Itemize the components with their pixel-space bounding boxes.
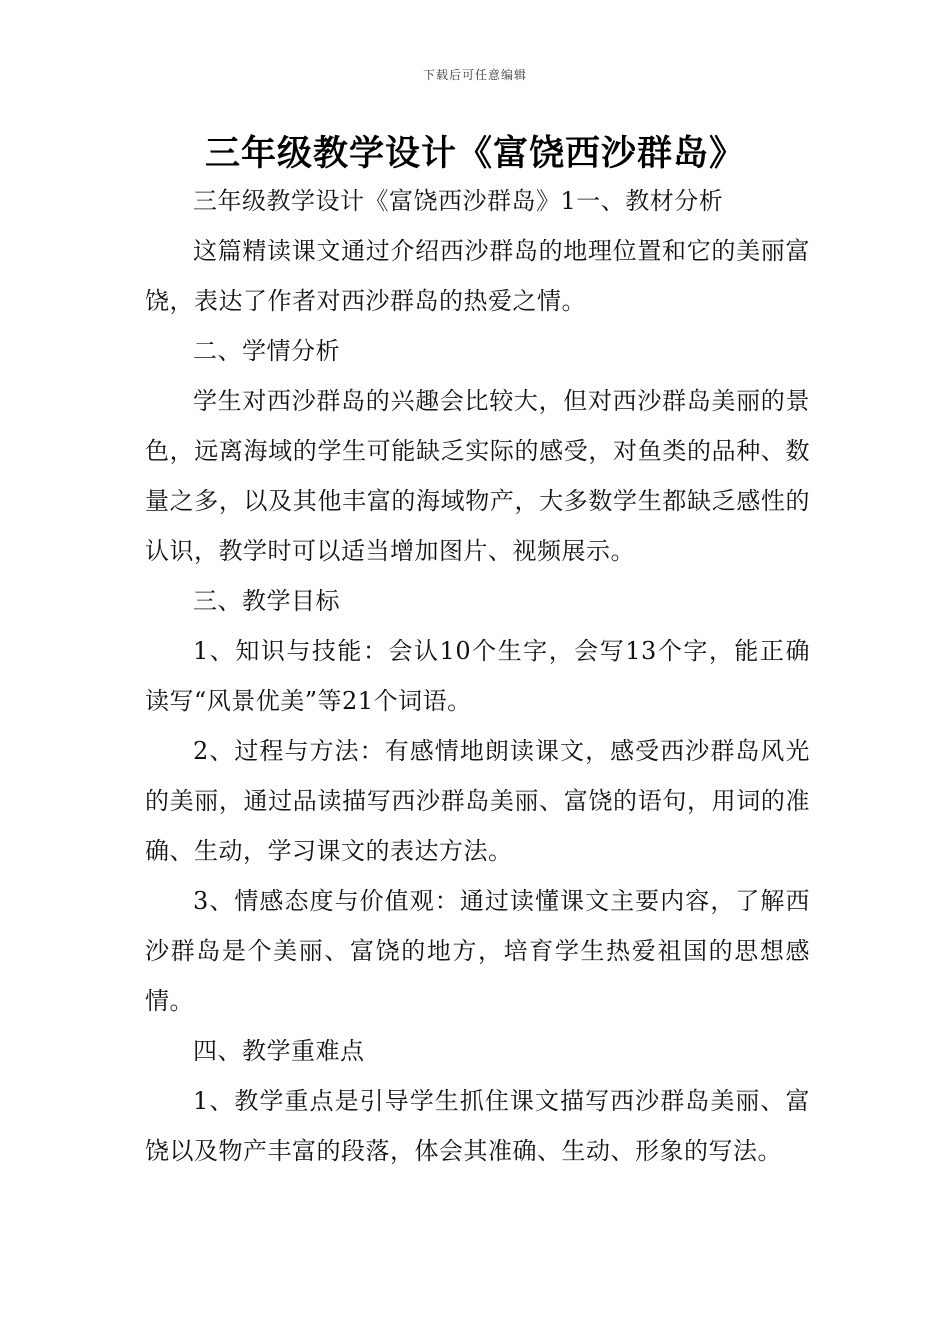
paragraph-goal-attitude: 3、情感态度与价值观：通过读懂课文主要内容，了解西沙群岛是个美丽、富饶的地方，培育学生热爱祖国的思想感情。 — [145, 887, 810, 1015]
document-title: 三年级教学设计《富饶西沙群岛》 — [204, 134, 745, 174]
section-heading-student-analysis: 二、学情分析 — [193, 337, 340, 365]
paragraph-goal-process: 2、过程与方法：有感情地朗读课文，感受西沙群岛风光的美丽，通过品读描写西沙群岛美丽、富饶的语句，用词的准确、生动，学习课文的表达方法。 — [145, 737, 810, 865]
section-heading-teaching-goals: 三、教学目标 — [193, 587, 340, 615]
document-body — [145, 176, 810, 1176]
paragraph-goal-knowledge: 1、知识与技能：会认10个生字，会写13个字，能正确读写“风景优美”等21个词语。 — [145, 637, 810, 715]
paragraph-key-point: 1、教学重点是引导学生抓住课文描写西沙群岛美丽、富饶以及物产丰富的段落，体会其准确、生动、形象的写法。 — [145, 1087, 810, 1165]
header-note: 下载后可任意编辑 — [422, 68, 527, 82]
paragraph-textbook-analysis: 这篇精读课文通过介绍西沙群岛的地理位置和它的美丽富饶，表达了作者对西沙群岛的热爱之情。 — [145, 237, 810, 315]
section-heading-key-points: 四、教学重难点 — [193, 1037, 365, 1065]
paragraph-intro-heading: 三年级教学设计《富饶西沙群岛》1一、教材分析 — [193, 187, 724, 215]
paragraph-student-analysis: 学生对西沙群岛的兴趣会比较大，但对西沙群岛美丽的景色，远离海域的学生可能缺乏实际的感受，对鱼类的品种、数量之多，以及其他丰富的海域物产，大多数学生都缺乏感性的认识，教学时可以适当增加图片、视频展示。 — [145, 387, 810, 565]
